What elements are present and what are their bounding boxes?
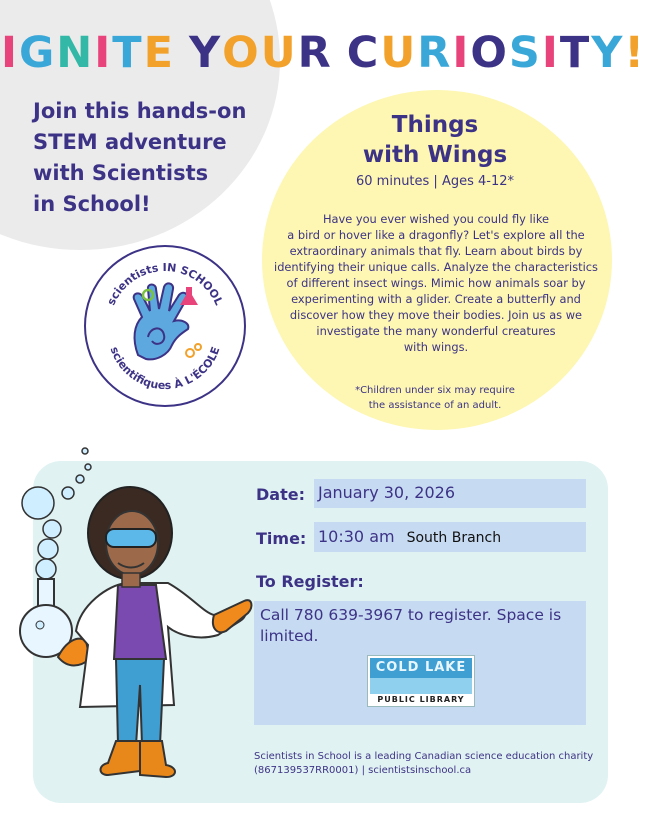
register-text: Call 780 639-3967 to register. Space is limited. xyxy=(260,606,562,645)
description-line: identifying their unique calls. Analyze the characteristics xyxy=(274,260,598,274)
scientist-graphic xyxy=(18,445,258,785)
headline-letter: R xyxy=(297,28,333,78)
scientist-illustration xyxy=(18,445,258,789)
scientist-head xyxy=(88,487,172,587)
headline-letter: I xyxy=(452,28,471,78)
glove-right xyxy=(213,600,252,632)
logo-top-text: scientists IN SCHOOL xyxy=(104,260,226,308)
headline-letter: T xyxy=(112,28,144,78)
headline-letter xyxy=(333,28,347,78)
time-field xyxy=(314,522,586,552)
description-line: Have you ever wished you could fly like xyxy=(322,212,550,226)
gear-icon xyxy=(195,344,201,350)
headline-letter: N xyxy=(56,28,95,78)
library-logo-bottom: PUBLIC LIBRARY xyxy=(377,695,465,704)
shirt xyxy=(114,585,166,659)
headline-letter: S xyxy=(508,28,542,78)
register-label: To Register: xyxy=(256,572,364,591)
scientists-in-school-logo xyxy=(84,245,246,407)
pants xyxy=(116,659,164,745)
headline-letter: G xyxy=(18,28,57,78)
description-line: a bird or hover like a dragonfly? Let's explore all the xyxy=(287,228,585,242)
headline-letter: O xyxy=(470,28,509,78)
goggles-icon xyxy=(106,529,156,547)
description-line: investigate the many wonderful creatures xyxy=(316,324,556,338)
program-description xyxy=(266,211,606,355)
intro-line: STEM adventure xyxy=(33,130,227,154)
library-logo-wave xyxy=(370,678,472,694)
intro-line: in School! xyxy=(33,192,151,216)
age-note xyxy=(300,383,570,413)
headline-letter: Y xyxy=(591,28,625,78)
flask-icon xyxy=(20,579,72,657)
headline-letter: I xyxy=(541,28,560,78)
headline-letter: O xyxy=(222,28,261,78)
headline xyxy=(0,28,647,78)
time-value: 10:30 am xyxy=(318,527,395,546)
headline-letter: I xyxy=(0,28,19,78)
date-field: January 30, 2026 xyxy=(314,479,586,508)
headline-letter: Y xyxy=(189,28,223,78)
age-note-line: the assistance of an adult. xyxy=(368,400,502,411)
footer-line: Scientists in School is a leading Canadian science education charity xyxy=(254,751,594,762)
headline-letter: R xyxy=(417,28,453,78)
program-title-line: with Wings xyxy=(362,142,508,168)
cold-lake-library-logo xyxy=(367,655,475,707)
library-logo-top: COLD LAKE xyxy=(370,658,472,678)
program-title xyxy=(300,110,570,170)
footer-text xyxy=(254,750,604,778)
gear-icon xyxy=(186,349,194,357)
headline-letter: C xyxy=(346,28,381,78)
program-meta: 60 minutes | Ages 4-12* xyxy=(356,174,514,189)
description-line: experimenting with a glider. Create a butterfly and xyxy=(291,292,581,306)
age-note-line: *Children under six may require xyxy=(355,385,515,396)
time-label: Time: xyxy=(256,529,307,548)
headline-letter: ! xyxy=(624,28,647,78)
description-line: discover how they move their bodies. Join us as we xyxy=(289,308,583,322)
headline-letter: I xyxy=(94,28,113,78)
boot-right xyxy=(140,741,175,777)
description-line: of different insect wings. Mimic how animals soar by xyxy=(286,276,586,290)
headline-letter xyxy=(175,28,189,78)
logo-bottom-text: scientifiques À L'ÉCOLE xyxy=(107,345,223,393)
description-line: with wings. xyxy=(403,340,469,354)
headline-letter: E xyxy=(143,28,175,78)
headline-letter: U xyxy=(260,28,298,78)
branch-name: South Branch xyxy=(406,530,502,546)
logo-graphic xyxy=(86,247,244,405)
bubbles-icon xyxy=(22,448,91,579)
headline-letter: U xyxy=(380,28,418,78)
boot-left xyxy=(101,741,141,775)
intro-line: Join this hands-on xyxy=(33,99,247,123)
program-title-line: Things xyxy=(391,112,479,138)
footer-line: (867139537RR0001) | scientistsinschool.ca xyxy=(254,765,472,776)
description-line: extraordinary animals that fly. Learn about birds by xyxy=(289,244,583,258)
intro-line: with Scientists xyxy=(33,161,209,185)
headline-letter: T xyxy=(559,28,592,78)
date-label: Date: xyxy=(256,485,305,504)
intro-text xyxy=(33,96,263,220)
